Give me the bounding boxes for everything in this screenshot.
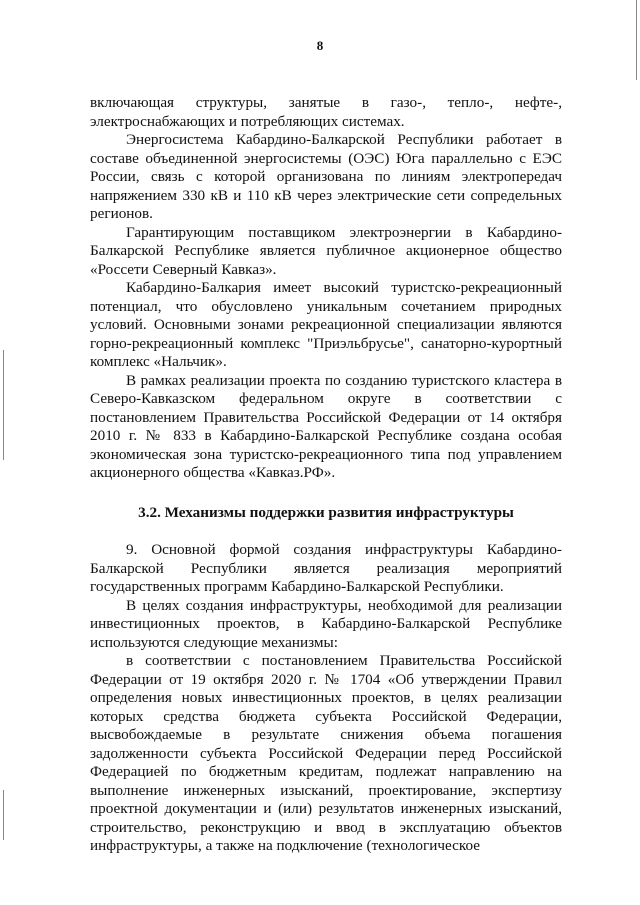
paragraph-mechanisms-intro: В целях создания инфраструктуры, необходимой для реализации инвестиционных проектов, в Кабардино-Балкарской Республике используются следующие механизмы: [90, 596, 562, 651]
page-number: 8 [316, 38, 324, 53]
paragraph-continuation: включающая структуры, занятые в газо-, тепло-, нефте-, электроснабжающих и потребляющих системах. [90, 94, 562, 130]
body-text [90, 94, 562, 856]
paragraph-item-9: 9. Основной формой создания инфраструктуры Кабардино-Балкарской Республики является реализация мероприятий государственных программ Кабардино-Балкарской Республики. [90, 541, 562, 595]
scan-edge-mark-left [3, 350, 4, 460]
paragraph-mechanism-decree-1704: в соответствии с постановлением Правительства Российской Федерации от 19 октября 2020 г. № 1704 «Об утверждении Правил определения новых инвестиционных проектов, в целях реализации которых средства бюджета субъекта Российской Федерации, высвобождаемые в результате снижения объема погашения задолженности субъекта Российской Федерации перед Российской Федерацией по бюджетным кредитам, подлежат направлению на выполнение инженерных изысканий, проектирование, экспертизу проектной документации и (или) результатов инженерных изысканий, строительство, реконструкцию и ввод в эксплуатацию объектов инфраструктуры, а также на подключение (технологическое [90, 652, 562, 854]
scan-edge-mark-left-lower [3, 790, 4, 840]
paragraph-guaranteeing-supplier: Гарантирующим поставщиком электроэнергии в Кабардино-Балкарской Республике является публичное акционерное общество «Россети Северный Кавказ». [90, 223, 562, 278]
section-heading: 3.2. Механизмы поддержки развития инфраструктуры [138, 503, 514, 521]
paragraph-tourism-potential: Кабардино-Балкария имеет высокий туристско-рекреационный потенциал, что обусловлено уникальным сочетанием природных условий. Основными зонами рекреационной специализации являются горно-рекреационный комплекс "Приэльбрусье", санаторно-курортный комплекс «Нальчик». [90, 279, 562, 370]
scan-edge-mark-right [636, 0, 637, 80]
paragraph-special-economic-zone: В рамках реализации проекта по созданию туристского кластера в Северо-Кавказском федеральном округе в соответствии с постановлением Правительства Российской Федерации от 14 октября 2010 г. № 833 в Кабардино-Балкарской Республике создана особая экономическая зона туристско-рекреационного типа под управлением акционерного общества «Кавказ.РФ». [90, 371, 562, 481]
paragraph-energy-system: Энергосистема Кабардино-Балкарской Республики работает в составе объединенной энергосистемы (ОЭС) Юга параллельно с ЕЭС России, связь с которой организована по линиям электропередач напряжением 330 кВ и 110 кВ через электрические сети сопредельных регионов. [90, 131, 562, 222]
